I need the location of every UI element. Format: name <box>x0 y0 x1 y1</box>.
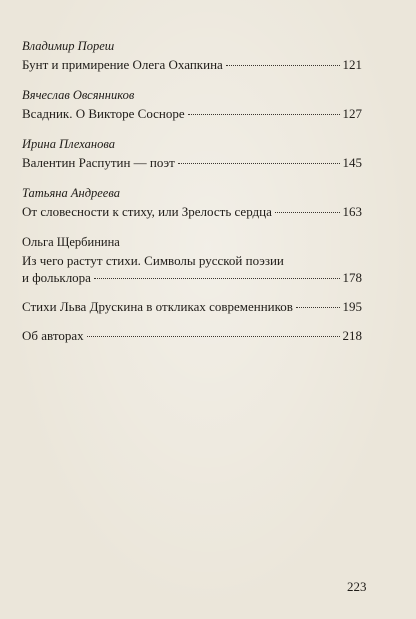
toc-page: 145 <box>342 155 362 170</box>
toc-entry <box>22 327 362 344</box>
toc-title: Всадник. О Викторе Сосноре <box>22 106 185 121</box>
toc-entry <box>22 185 362 220</box>
toc-page: 178 <box>342 270 362 285</box>
table-of-contents <box>22 38 362 357</box>
toc-title: От словесности к стиху, или Зрелость сердца <box>22 204 272 219</box>
dot-leader <box>178 163 340 164</box>
dot-leader <box>87 336 340 337</box>
toc-page: 218 <box>342 328 362 343</box>
dot-leader <box>275 212 340 213</box>
dot-leader <box>94 278 340 279</box>
toc-page: 195 <box>342 299 362 314</box>
toc-title-continuation: и фольклора <box>22 270 91 285</box>
toc-entry <box>22 38 362 73</box>
toc-page: 163 <box>342 204 362 219</box>
dot-leader <box>188 114 340 115</box>
toc-title: Стихи Льва Друскина в откликах современников <box>22 299 293 314</box>
toc-title: Валентин Распутин — поэт <box>22 155 175 170</box>
toc-entry <box>22 136 362 171</box>
page-number: 223 <box>347 579 367 594</box>
toc-entry <box>22 234 362 286</box>
toc-title: Бунт и примирение Олега Охапкина <box>22 57 223 72</box>
dot-leader <box>296 307 340 308</box>
toc-entry <box>22 298 362 315</box>
toc-page: 127 <box>342 106 362 121</box>
toc-author: Вячеслав Овсянников <box>22 88 135 102</box>
toc-page: 121 <box>342 57 362 72</box>
toc-title: Об авторах <box>22 328 84 343</box>
toc-author: Татьяна Андреева <box>22 186 120 200</box>
toc-title: Из чего растут стихи. Символы русской поэзии <box>22 253 284 268</box>
dot-leader <box>226 65 340 66</box>
toc-entry <box>22 87 362 122</box>
toc-author: Ольга Щербинина <box>22 235 120 249</box>
toc-author: Владимир Пореш <box>22 39 115 53</box>
toc-author: Ирина Плеханова <box>22 137 115 151</box>
